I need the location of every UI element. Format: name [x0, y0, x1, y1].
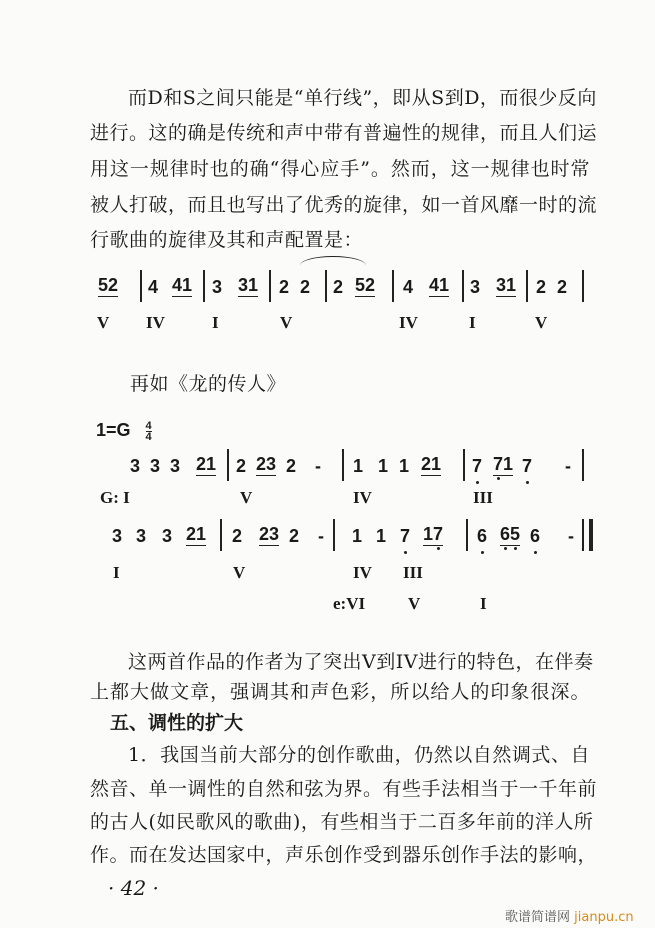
- note: 17: [423, 524, 444, 544]
- note: 71: [493, 454, 514, 474]
- barline: [140, 270, 142, 302]
- time-bottom: 4: [145, 430, 152, 443]
- note: 1: [378, 456, 389, 476]
- note: 41: [172, 275, 193, 295]
- barline: [342, 449, 344, 481]
- note: 2: [300, 277, 311, 297]
- text-line: 然音、单一调性的自然和弦为界。有些手法相当于一千年前: [90, 778, 598, 800]
- note: 2: [333, 277, 344, 297]
- chord-numeral: IV: [146, 313, 165, 332]
- chord-numeral: IV: [353, 488, 372, 507]
- time-top: 4: [145, 419, 152, 432]
- note: 2: [536, 277, 547, 297]
- text-line: 上都大做文章，强调其和声色彩，所以给人的印象很深。: [90, 681, 590, 703]
- note: -: [315, 456, 321, 476]
- note: 21: [186, 524, 207, 544]
- note: 3: [136, 526, 147, 546]
- chord-numeral: V: [240, 488, 253, 507]
- barline: [582, 270, 584, 302]
- barline: [333, 519, 335, 551]
- note: 1: [352, 526, 363, 546]
- time-signature: [146, 421, 152, 442]
- chord-numeral: I: [480, 594, 487, 613]
- note: 31: [496, 275, 517, 295]
- text-line: 1．我国当前大部分的创作歌曲，仍然以自然调式、自: [128, 744, 590, 766]
- note: 1: [353, 456, 364, 476]
- chord-numeral: IV: [353, 563, 372, 582]
- note: -: [568, 526, 574, 546]
- note: 41: [429, 275, 450, 295]
- notation-example-1: [0, 274, 655, 304]
- note: 2: [236, 456, 247, 476]
- note: 1: [376, 526, 387, 546]
- note: 2: [557, 277, 568, 297]
- chord-numeral: V: [233, 563, 246, 582]
- note: -: [318, 526, 324, 546]
- barline: [463, 449, 465, 481]
- note: 52: [355, 275, 376, 295]
- note: 23: [256, 454, 277, 474]
- chord-numeral: e:VI: [333, 594, 366, 613]
- text-line: 进行。这的确是传统和声中带有普遍性的规律，而且人们运: [90, 122, 598, 144]
- note: 52: [98, 275, 119, 295]
- chord-numeral: V: [97, 313, 110, 332]
- note: 3: [112, 526, 123, 546]
- key-signature: [96, 420, 152, 442]
- note: 3: [470, 277, 481, 297]
- text-line: 作。而在发达国家中，声乐创作受到器乐创作手法的影响，: [90, 844, 598, 866]
- note: 3: [162, 526, 173, 546]
- text-line: 用这一规律时也的确“得心应手”。然而，这一规律也时常: [90, 158, 590, 180]
- barline: [325, 270, 327, 302]
- note: 21: [196, 454, 217, 474]
- barline: [227, 449, 229, 481]
- note: 2: [289, 526, 300, 546]
- note: 3: [130, 456, 141, 476]
- note: 2: [286, 456, 297, 476]
- watermark: [505, 906, 634, 925]
- note: 23: [259, 524, 280, 544]
- note: 3: [170, 456, 181, 476]
- note: 6: [477, 523, 487, 549]
- chord-numeral: V: [408, 594, 421, 613]
- section-heading: 五、调性的扩大: [110, 712, 244, 734]
- note: -: [565, 456, 571, 476]
- watermark-cn: 歌谱简谱网: [505, 910, 571, 925]
- note: 1: [399, 456, 410, 476]
- note: 7: [400, 523, 410, 549]
- text-line: 的古人(如民歌风的歌曲)，有些相当于二百多年前的洋人所: [90, 811, 594, 833]
- barline: [582, 449, 584, 481]
- note: 4: [403, 277, 414, 297]
- note: 65: [500, 524, 521, 544]
- barline: [220, 519, 222, 551]
- text-line: 被人打破，而且也写出了优秀的旋律，如一首风靡一时的流: [90, 194, 598, 216]
- barline: [392, 270, 394, 302]
- chord-numeral: V: [535, 313, 548, 332]
- note: 3: [150, 456, 161, 476]
- text-line: 而D和S之间只能是“单行线”，即从S到D，而很少反向: [128, 87, 597, 109]
- tie-mark: [300, 256, 366, 275]
- barline: [462, 270, 464, 302]
- notation-row-2: [0, 523, 655, 553]
- chord-numeral: III: [403, 563, 423, 582]
- notation-row-1: [0, 453, 655, 483]
- barline: [526, 270, 528, 302]
- note: 31: [238, 275, 259, 295]
- note: 7: [522, 453, 532, 479]
- note: 2: [232, 526, 243, 546]
- note: 3: [212, 277, 223, 297]
- page-number: · 42 ·: [108, 876, 159, 900]
- chord-numeral: I: [113, 563, 120, 582]
- final-barline: [582, 519, 587, 551]
- example-2-intro: 再如《龙的传人》: [130, 373, 287, 395]
- chord-numeral: I: [469, 313, 476, 332]
- chord-numeral: IV: [399, 313, 418, 332]
- barline: [269, 270, 271, 302]
- note: 2: [279, 277, 290, 297]
- chord-numeral: III: [473, 488, 493, 507]
- watermark-url: jianpu.cn: [574, 910, 634, 925]
- chord-numeral: G: I: [100, 488, 130, 507]
- chord-numeral: V: [280, 313, 293, 332]
- text-line: 这两首作品的作者为了突出V到IV进行的特色，在伴奏: [128, 651, 594, 673]
- chord-numeral: I: [212, 313, 219, 332]
- note: 4: [148, 277, 159, 297]
- text-line: 行歌曲的旋律及其和声配置是：: [90, 229, 364, 251]
- note: 7: [472, 453, 482, 479]
- barline: [203, 270, 205, 302]
- note: 6: [530, 523, 540, 549]
- key: 1=G: [96, 420, 131, 440]
- note: 21: [421, 454, 442, 474]
- barline: [466, 519, 468, 551]
